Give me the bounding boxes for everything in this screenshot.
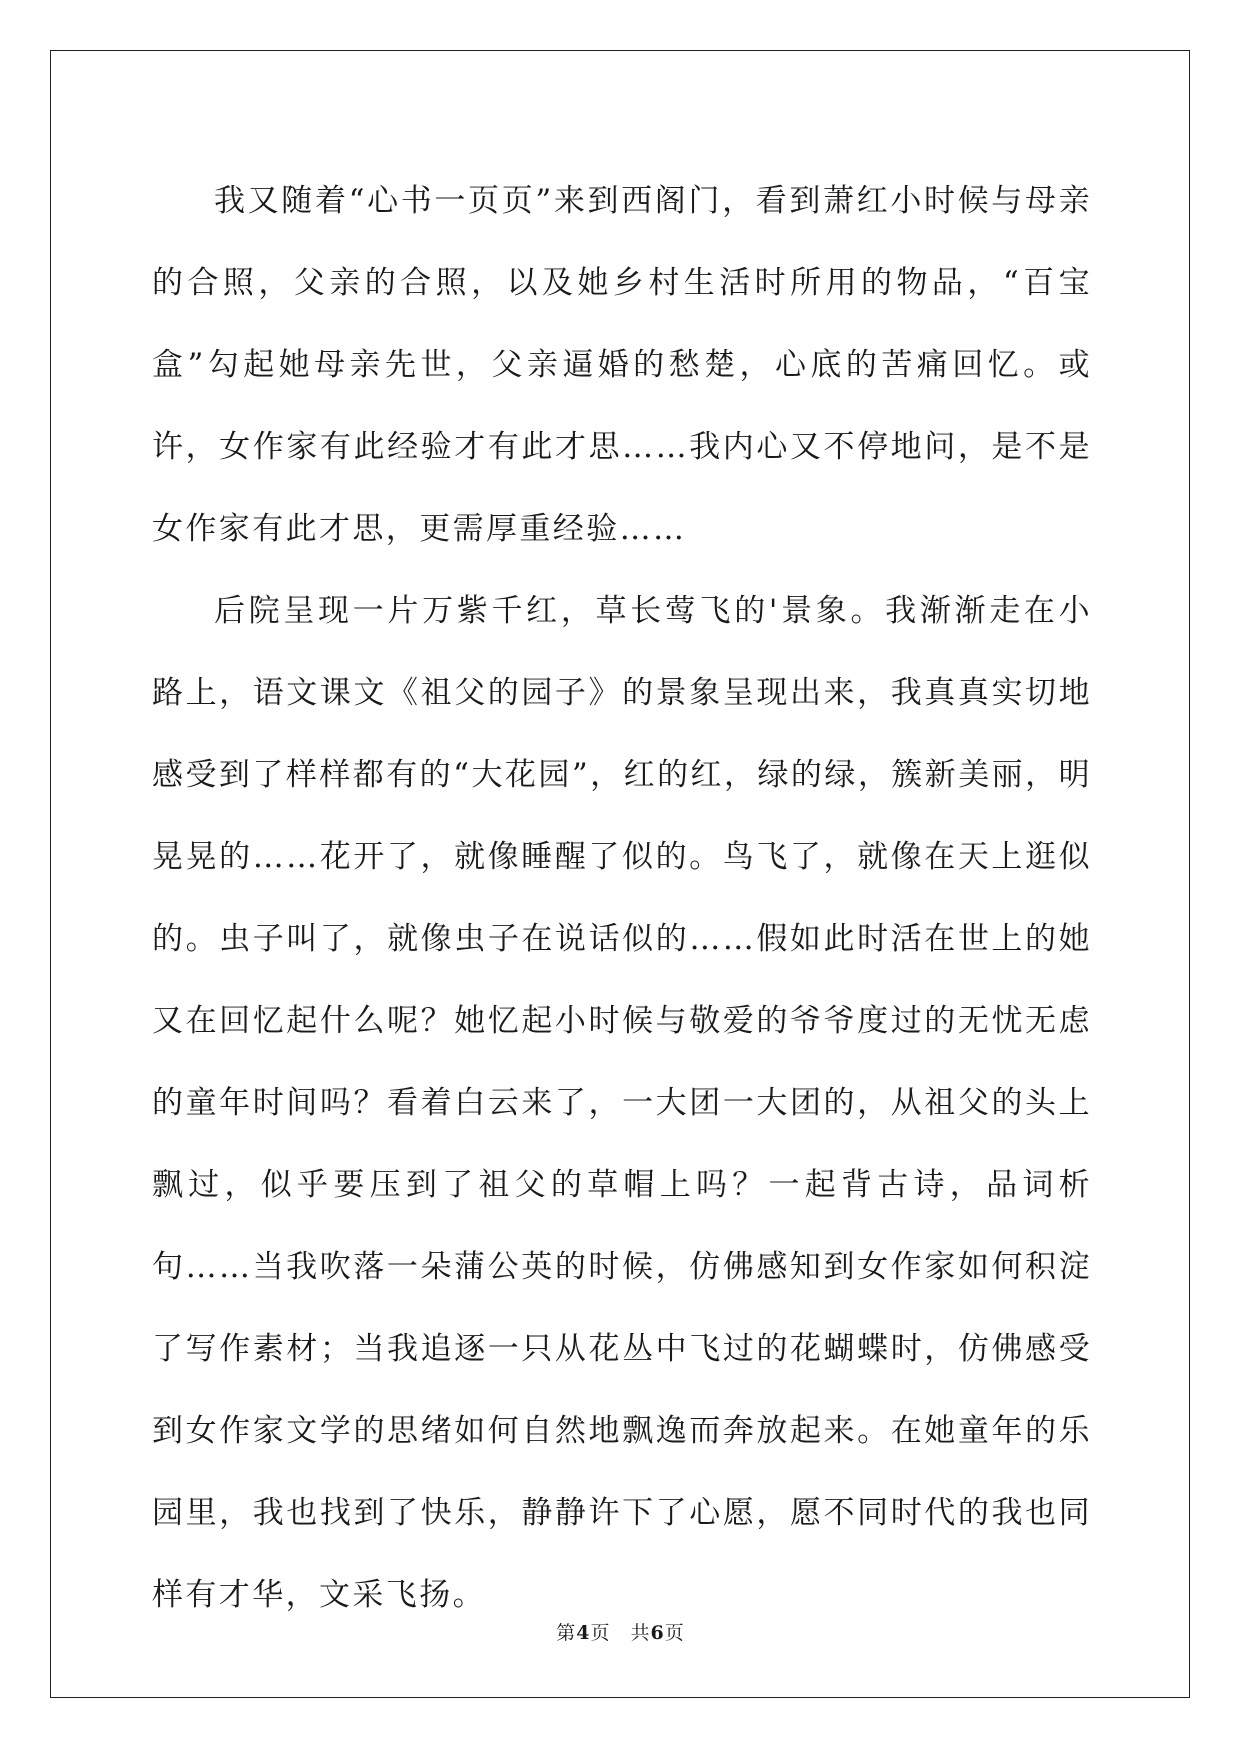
paragraph: 我又随着“心书一页页”来到西阁门，看到萧红小时候与母亲的合照，父亲的合照，以及她乡村生活时所用的物品，“百宝盒”勾起她母亲先世，父亲逼婚的愁楚，心底的苦痛回忆。或许，女作家有此经验才有此才思……我内心又不停地问，是不是女作家有此才思，更需厚重经验…… (152, 183, 1092, 547)
total-pages-number: 6 (650, 1622, 665, 1644)
document-body (152, 160, 1092, 1636)
total-prefix: 共 (630, 1622, 651, 1644)
page-suffix: 页 (590, 1622, 611, 1644)
current-page-number: 4 (576, 1622, 591, 1644)
page-prefix: 第 (556, 1622, 577, 1644)
page-footer (0, 1618, 1241, 1645)
total-suffix: 页 (664, 1622, 685, 1644)
paragraph: 后院呈现一片万紫千红，草长莺飞的'景象。我渐渐走在小路上，语文课文《祖父的园子》的景象呈现出来，我真真实切地感受到了样样都有的“大花园”，红的红，绿的绿，簇新美丽，明晃晃的……花开了，就像睡醒了似的。鸟飞了，就像在天上逛似的。虫子叫了，就像虫子在说话似的……假如此时活在世上的她又在回忆起什么呢？她忆起小时候与敬爱的爷爷度过的无忧无虑的童年时间吗？看着白云来了，一大团一大团的，从祖父的头上飘过，似乎要压到了祖父的草帽上吗？一起背古诗，品词析句……当我吹落一朵蒲公英的时候，仿佛感知到女作家如何积淀了写作素材；当我追逐一只从花丛中飞过的花蝴蝶时，仿佛感受到女作家文学的思绪如何自然地飘逸而奔放起来。在她童年的乐园里，我也找到了快乐，静静许下了心愿，愿不同时代的我也同样有才华，文采飞扬。 (152, 593, 1092, 1613)
